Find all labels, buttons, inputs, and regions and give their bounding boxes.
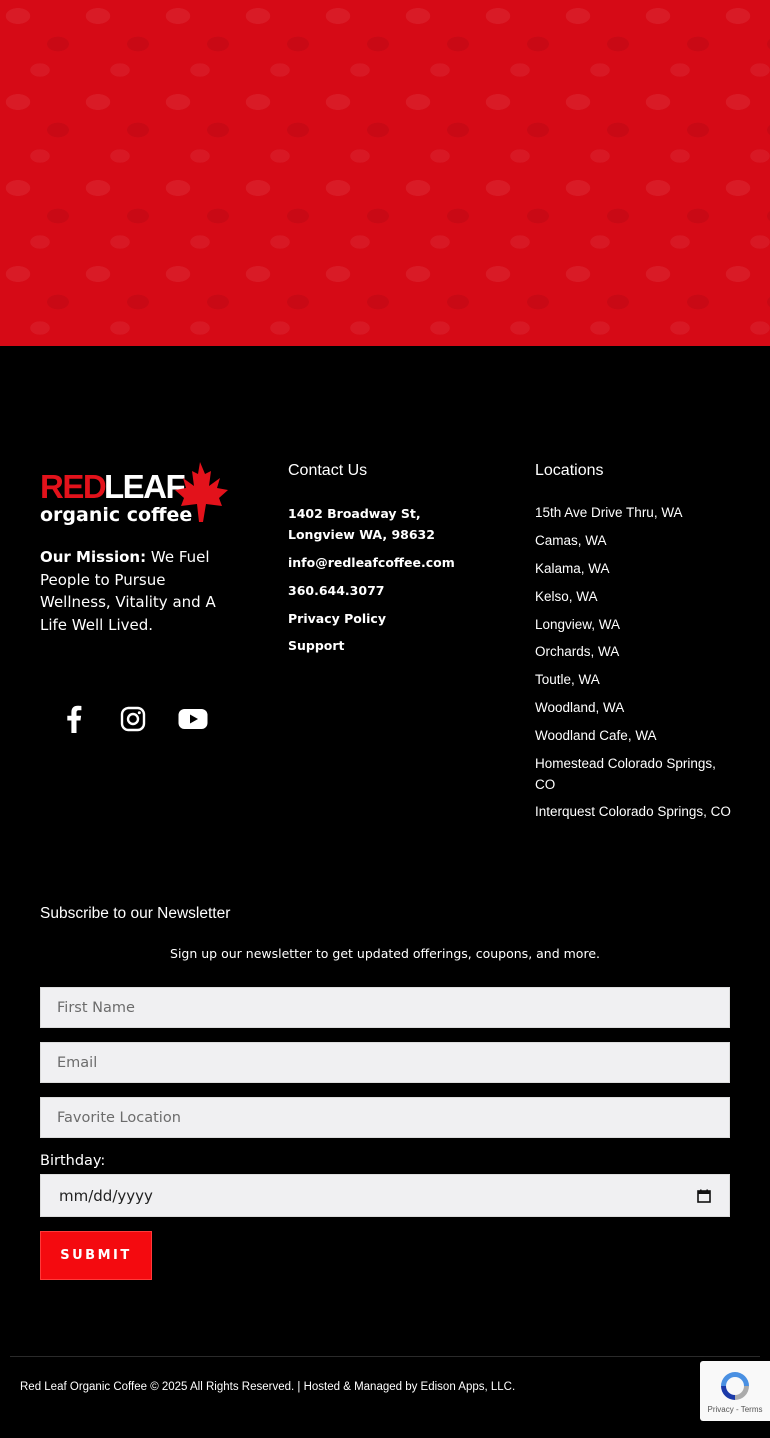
contact-title: Contact Us <box>288 462 368 479</box>
logo-text-red: RED <box>40 468 106 505</box>
mission-statement <box>40 546 240 636</box>
first-name-input[interactable] <box>40 987 730 1028</box>
newsletter-title: Subscribe to our Newsletter <box>40 905 231 922</box>
newsletter-subtitle: Sign up our newsletter to get updated offerings, coupons, and more. <box>170 946 600 961</box>
contact-address[interactable]: 1402 Broadway St, Longview WA, 98632 <box>288 506 435 542</box>
location-link[interactable]: Homestead Colorado Springs, CO <box>535 756 716 792</box>
locations-title: Locations <box>535 462 604 479</box>
email-input[interactable] <box>40 1042 730 1083</box>
logo-text-leaf: LEAF <box>104 468 185 505</box>
location-link[interactable]: Woodland Cafe, WA <box>535 728 657 743</box>
logo-text-bottom: organic coffee <box>40 504 193 526</box>
youtube-link[interactable] <box>178 704 208 734</box>
birthday-placeholder: mm/dd/yyyy <box>59 1186 153 1205</box>
privacy-policy-link[interactable]: Privacy Policy <box>288 611 386 626</box>
location-link[interactable]: Camas, WA <box>535 533 607 548</box>
support-link[interactable]: Support <box>288 638 345 653</box>
recaptcha-icon <box>716 1369 754 1403</box>
footer-divider <box>10 1356 760 1357</box>
contact-email[interactable]: info@redleafcoffee.com <box>288 555 455 570</box>
birthday-label: Birthday: <box>40 1153 106 1169</box>
instagram-link[interactable] <box>118 704 148 734</box>
recaptcha-badge[interactable] <box>700 1361 770 1421</box>
contact-phone[interactable]: 360.644.3077 <box>288 583 385 598</box>
location-link[interactable]: Toutle, WA <box>535 672 600 687</box>
location-link[interactable]: Interquest Colorado Springs, CO <box>535 804 731 819</box>
mission-label: Our Mission: <box>40 548 147 566</box>
location-link[interactable]: Kalama, WA <box>535 561 610 576</box>
logo-graphic <box>40 460 230 528</box>
copyright-text: Red Leaf Organic Coffee © 2025 All Rights Reserved. | Hosted & Managed by Edison Apps, LLC. <box>20 1381 516 1393</box>
youtube-icon <box>178 708 208 730</box>
location-link[interactable]: Woodland, WA <box>535 700 625 715</box>
recaptcha-terms[interactable]: Privacy - Terms <box>707 1404 763 1414</box>
redleaf-logo[interactable] <box>40 460 230 528</box>
hero-banner <box>0 0 770 346</box>
birthday-date-input[interactable] <box>40 1174 730 1217</box>
location-link[interactable]: Longview, WA <box>535 617 621 632</box>
instagram-icon <box>120 706 146 732</box>
submit-button[interactable]: SUBMIT <box>40 1231 152 1280</box>
location-link[interactable]: 15th Ave Drive Thru, WA <box>535 505 683 520</box>
mission-text: We Fuel People to Pursue Wellness, Vitality and A Life Well Lived. <box>40 548 216 634</box>
location-link[interactable]: Orchards, WA <box>535 644 620 659</box>
facebook-icon <box>66 705 82 733</box>
calendar-icon[interactable] <box>697 1189 711 1203</box>
favorite-location-input[interactable] <box>40 1097 730 1138</box>
facebook-link[interactable] <box>59 704 89 734</box>
location-link[interactable]: Kelso, WA <box>535 589 598 604</box>
